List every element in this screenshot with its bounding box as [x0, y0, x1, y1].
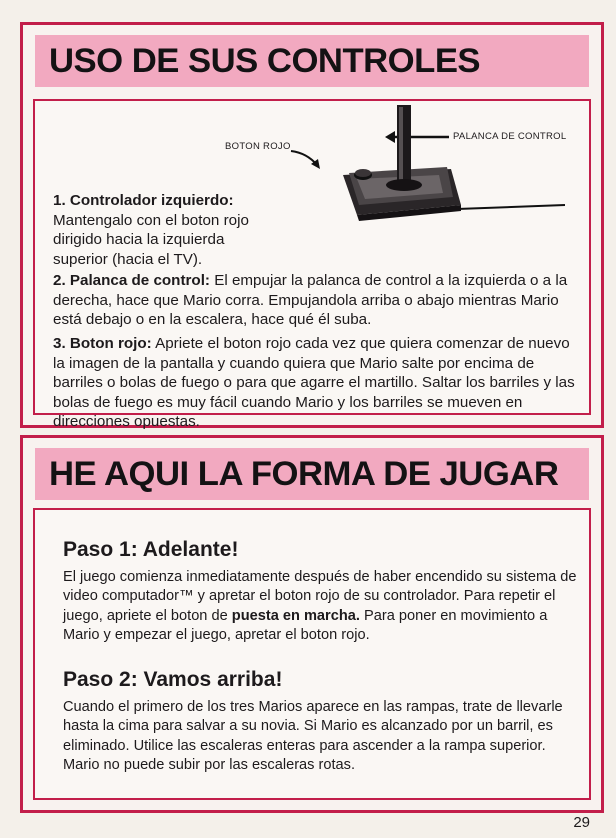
item-controlador-izquierdo: [53, 191, 283, 269]
step1-bold: puesta en marcha.: [231, 607, 360, 624]
item3-heading: 3. Boton rojo:: [53, 335, 152, 352]
step1-text-b: Para poner en movimiento a Mario y empezar el juego, apretar el boton rojo.: [63, 607, 548, 644]
step1-title: Paso 1: Adelante!: [63, 538, 239, 561]
item1-text: Mantengalo con el boton rojo dirigido hacia la izquierda superior (hacia el TV).: [53, 211, 249, 268]
item1-heading: 1. Controlador izquierdo:: [53, 192, 234, 209]
section-title: HE AQUI LA FORMA DE JUGAR: [49, 455, 559, 493]
step2-title: Paso 2: Vamos arriba!: [63, 668, 283, 691]
how-to-play-section: [20, 435, 604, 813]
page-number: 29: [573, 814, 590, 831]
step1-body: [63, 568, 579, 646]
label-boton-rojo: BOTON ROJO: [225, 141, 291, 152]
controls-section: [20, 22, 604, 428]
section-title: USO DE SUS CONTROLES: [49, 42, 481, 80]
item-palanca-de-control: [53, 271, 573, 330]
section-header-band: [35, 448, 589, 500]
section-header-band: [35, 35, 589, 87]
item2-text: El empujar la palanca de control a la izquierda o a la derecha, hace que Mario corra. Empujandola arriba o abajo mientras Mario está debajo o en la escalera, hace qué él suba.: [53, 272, 568, 328]
controls-content-box: [33, 99, 591, 430]
item-boton-rojo: [53, 334, 575, 432]
step1-text-a: El juego comienza inmediatamente después de haber encendido su sistema de video computador™ y apretar el boton rojo de su controlador. Para repetir el juego, apriete el boton de: [63, 569, 577, 624]
play-content-box: [33, 508, 591, 800]
step2-body: Cuando el primero de los tres Marios aparece en las rampas, trate de llevarle hasta la cima para salvar a su novia. Si Mario es alcanzado por un barril, es eliminado. Utilice las escaleras enteras para ascender a la rampa superior. Mario no puede subir por las escaleras rotas.: [63, 699, 563, 774]
label-palanca-de-control: PALANCA DE CONTROL: [453, 131, 567, 142]
item2-heading: 2. Palanca de control:: [53, 272, 210, 289]
item3-text: Apriete el boton rojo cada vez que quiera comenzar de nuevo la imagen de la pantalla y cuando quiera que Mario salte por encima de barriles o bolas de fuego o para que agarre el martillo. Saltar los barriles y las bolas de fuego es muy fácil cuando Mario y los barriles se mueven en direcciones opuestas.: [53, 335, 575, 430]
